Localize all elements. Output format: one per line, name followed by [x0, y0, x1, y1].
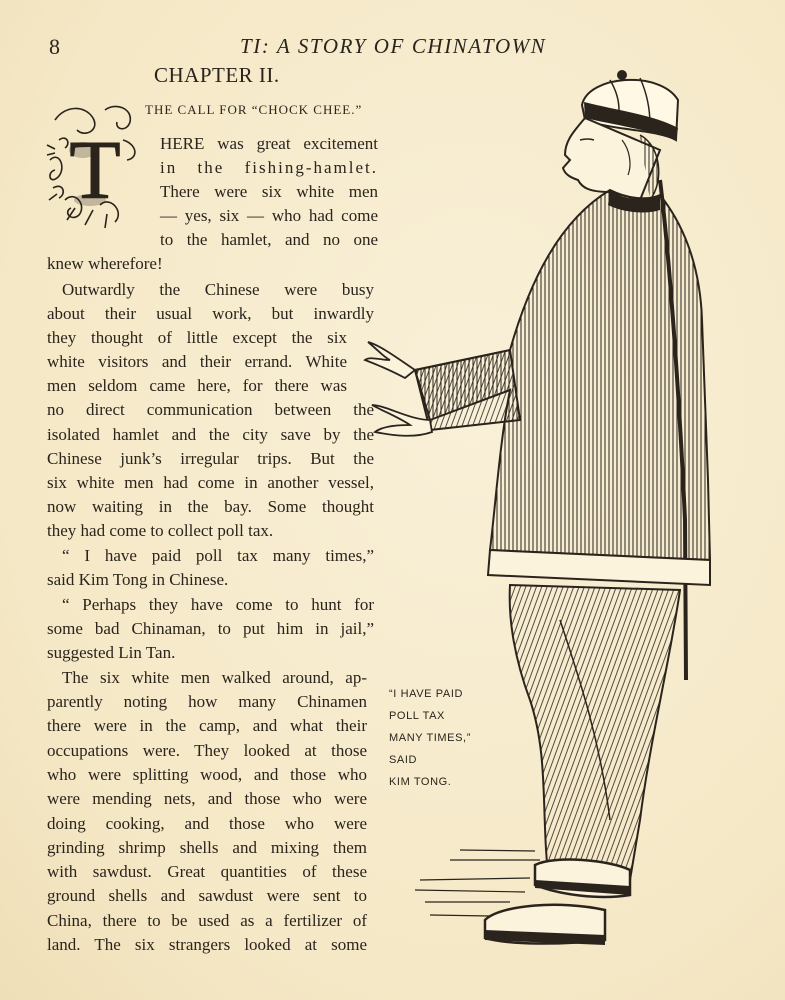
body-line: Chinese junk’s irregular trips. But the: [47, 449, 374, 468]
body-line: there were in the camp, and what their: [47, 716, 367, 735]
body-line: were mending nets, and those who were: [47, 789, 367, 808]
body-line: “ I have paid poll tax many times,”: [62, 546, 374, 565]
drop-cap-letter: T: [69, 124, 121, 217]
body-line: occupations were. They looked at those: [47, 741, 367, 760]
body-line: knew wherefore!: [47, 254, 163, 273]
body-line: in the fishing-hamlet.: [160, 158, 378, 177]
body-line: said Kim Tong in Chinese.: [47, 570, 229, 589]
illustration-caption-line: “I HAVE PAID: [389, 688, 464, 700]
body-line: ground shells and sawdust were sent to: [47, 886, 367, 905]
body-line: parently noting how many Chinamen: [47, 692, 367, 711]
body-line: China, there to be used as a fertilizer of: [47, 911, 367, 930]
body-line: The six white men walked around, ap-: [62, 668, 367, 687]
body-line: no direct communication between the: [47, 400, 374, 419]
body-line: about their usual work, but inwardly: [47, 304, 374, 323]
body-line: doing cooking, and those who were: [47, 814, 367, 833]
chapter-subtitle: THE CALL FOR “CHOCK CHEE.”: [145, 102, 363, 117]
body-line: “ Perhaps they have come to hunt for: [62, 595, 374, 614]
body-line: six white men had come in another vessel,: [47, 473, 374, 492]
drop-cap-ornament: [45, 100, 145, 230]
body-line: some bad Chinaman, to put him in jail,”: [47, 619, 374, 638]
running-head: TI: A STORY OF CHINATOWN: [240, 34, 547, 58]
body-line: suggested Lin Tan.: [47, 643, 176, 662]
illustration-caption-line: KIM TONG.: [389, 776, 452, 788]
body-line: with sawdust. Great quantities of these: [47, 862, 367, 881]
trousers-shape: [510, 585, 680, 890]
body-line: HERE was great excitement: [160, 134, 378, 153]
body-line: grinding shrimp shells and mixing them: [47, 838, 367, 857]
illustration-caption-line: MANY TIMES,”: [389, 732, 471, 744]
body-line: they had come to collect poll tax.: [47, 521, 274, 540]
body-line: who were splitting wood, and those who: [47, 765, 367, 784]
body-line: — yes, six — who had come: [160, 206, 378, 225]
body-line: Outwardly the Chinese were busy: [62, 280, 374, 299]
illustration-caption-line: SAID: [389, 754, 418, 766]
chapter-title: CHAPTER II.: [154, 63, 280, 87]
body-line: isolated hamlet and the city save by the: [47, 425, 374, 444]
figure-illustration: [360, 60, 720, 980]
body-line: There were six white men: [160, 182, 378, 201]
body-line: now waiting in the bay. Some thought: [47, 497, 374, 516]
body-line: white visitors and their errand. White: [47, 352, 347, 371]
body-line: men seldom came here, for there was: [47, 376, 347, 395]
body-line: they thought of little except the six: [47, 328, 347, 347]
body-line: land. The six strangers looked at some: [47, 935, 367, 954]
page-number: 8: [49, 34, 60, 59]
jacket-shape: [415, 190, 710, 585]
body-line: to the hamlet, and no one: [160, 230, 378, 249]
illustration-caption-line: POLL TAX: [389, 710, 445, 722]
